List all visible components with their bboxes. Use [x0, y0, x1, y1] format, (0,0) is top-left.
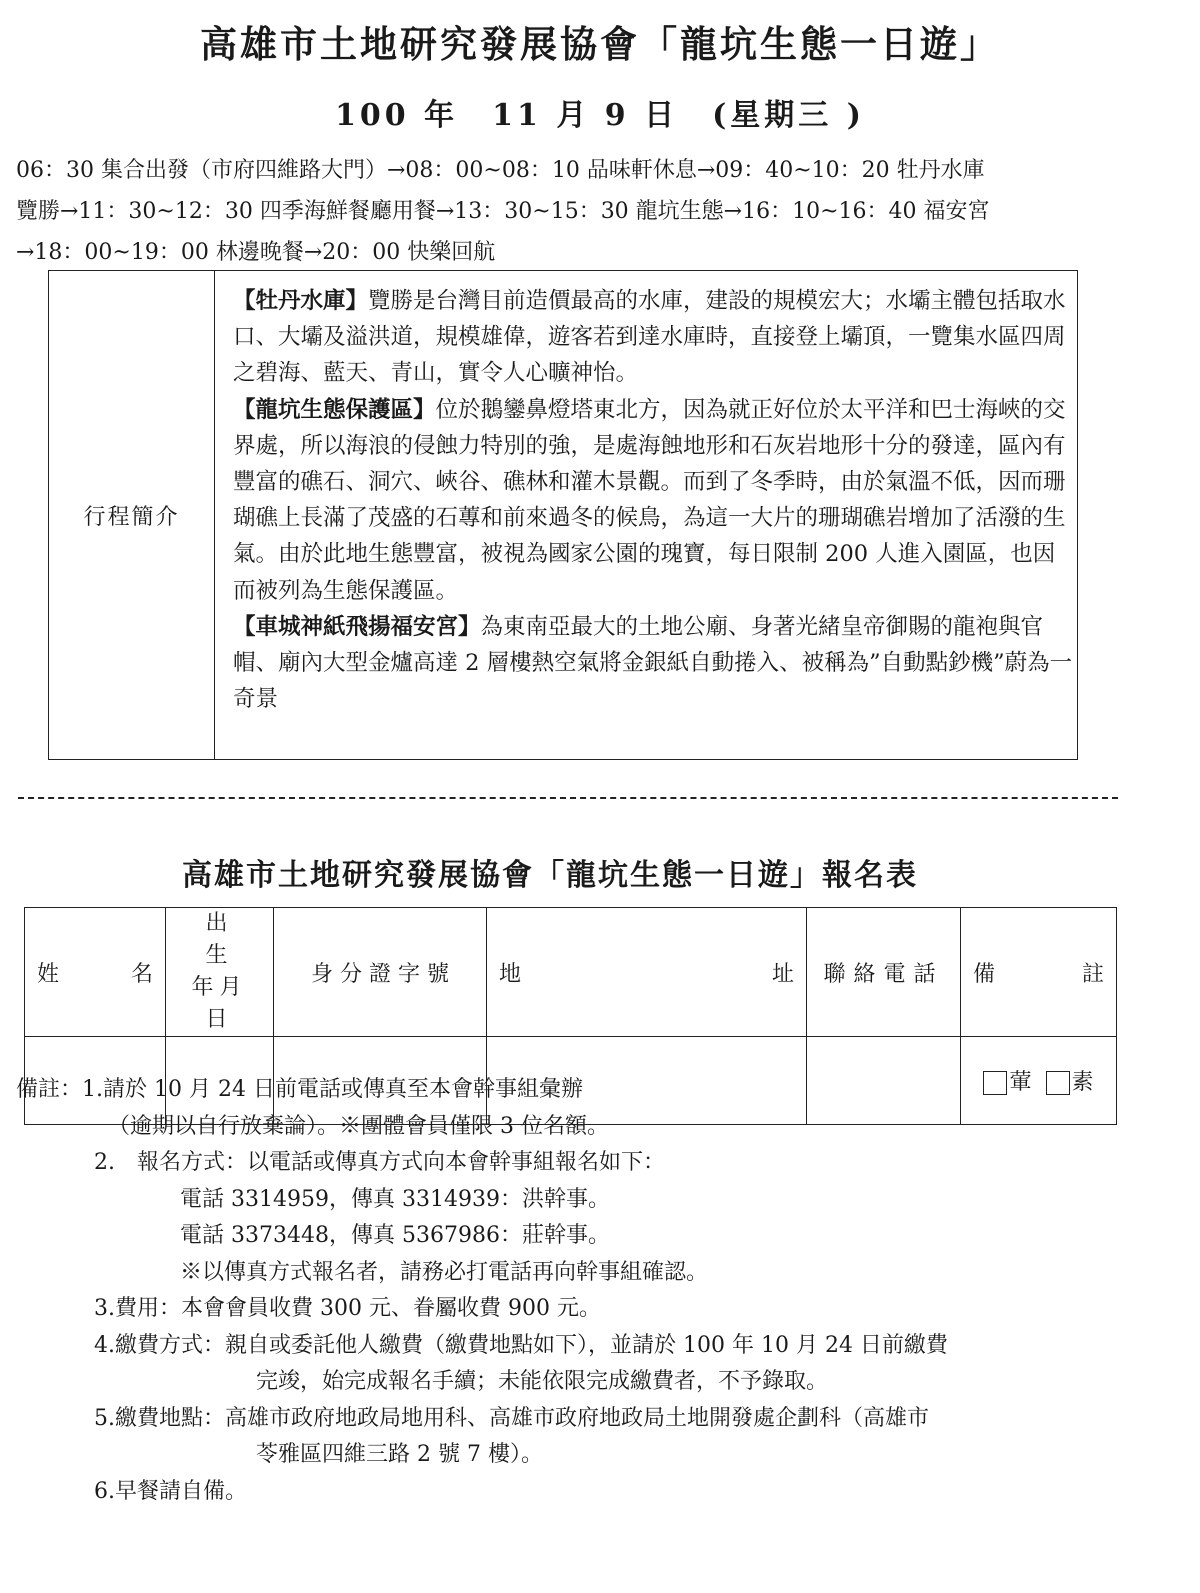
section-heading: 【龍坑生態保護區】	[233, 396, 436, 423]
header-address: 地 址	[487, 908, 807, 1037]
note-2-contact-zhuang: 電話 3373448，傳真 5367986：莊幹事。	[180, 1223, 610, 1248]
header-birthdate: 出 生 年月日	[166, 908, 274, 1037]
intro-section-fuan-temple	[233, 609, 1073, 718]
intro-label: 行程簡介	[49, 271, 215, 759]
notes-label: 備註：	[16, 1077, 83, 1102]
header-name: 姓 名	[25, 908, 166, 1037]
section-text: 位於鵝鑾鼻燈塔東北方，因為就正好位於太平洋和巴士海峽的交界處，所以海浪的侵蝕力特別的強，是處海蝕地形和石灰岩地形十分的發達，區內有豐富的礁石、洞穴、峽谷、礁林和灌木景觀。而到了冬季時，由於氣溫不低，因而珊瑚礁上長滿了茂盛的石蓴和前來過冬的候鳥，為這一大片的珊瑚礁岩增加了活潑的生氣。由於此地生態豐富，被視為國家公園的瑰寶，每日限制 200 人進入園區，也因而被列為生態保護區。	[233, 396, 1066, 604]
meat-option[interactable]: 葷	[983, 1065, 1031, 1096]
cut-line-divider	[18, 797, 1118, 799]
form-title: 高雄市土地研究發展協會「龍坑生態一日遊」報名表	[182, 858, 918, 893]
note-2-confirm: ※以傳真方式報名者，請務必打電話再向幹事組確認。	[180, 1259, 709, 1285]
note-1: 備註：1.請於 10 月 24 日前電話或傳真至本會幹事組彙辦	[16, 1077, 583, 1102]
header-remarks: 備 註	[961, 908, 1117, 1037]
note-6: 6.早餐請自備。	[94, 1478, 247, 1504]
note-1-cont: （逾期以自行放棄論）。※團體會員僅限 3 位名額。	[108, 1113, 609, 1139]
section-heading: 【牡丹水庫】	[233, 288, 369, 314]
section-text: 為東南亞最大的土地公廟、身著光緒皇帝御賜的龍袍與官帽、廟內大型金爐高達 2 層樓熱空氣將金銀紙自動捲入、被稱為”自動點鈔機”蔚為一奇景	[233, 613, 1073, 713]
route-line: →18：00~19：00 林邊晚餐→20：00 快樂回航	[16, 240, 496, 265]
header-phone: 聯絡電話	[807, 908, 961, 1037]
itinerary-route	[16, 150, 1156, 273]
note-5-cont: 苓雅區四維三路 2 號 7 樓）。	[256, 1442, 543, 1467]
section-text: 覽勝是台灣目前造價最高的水庫，建設的規模宏大；水壩主體包括取水口、大壩及溢洪道，規模雄偉，遊客若到達水庫時，直接登上壩頂，一覽集水區四周之碧海、藍天、青山，實令人心曠神怡。	[233, 288, 1066, 387]
itinerary-intro-table	[48, 270, 1078, 760]
document-title: 高雄市土地研究發展協會「龍坑生態一日遊」	[200, 23, 1000, 66]
intro-body	[233, 283, 1073, 717]
header-id-number: 身 分 證 字 號	[274, 908, 487, 1037]
vegetarian-option[interactable]: 素	[1046, 1065, 1094, 1096]
intro-section-mudan	[233, 283, 1073, 392]
intro-section-longkeng	[233, 392, 1073, 609]
note-2: 2. 報名方式：以電話或傳真方式向本會幹事組報名如下：	[94, 1150, 665, 1175]
event-date: 100 年 11 月 9 日 (星期三 )	[335, 98, 865, 133]
route-line: 覽勝→11：30~12：30 四季海鮮餐廳用餐→13：30~15：30 龍坑生態→16：10~16：40 福安宮	[16, 199, 990, 224]
route-line: 06：30 集合出發（市府四維路大門）→08：00~08：10 品味軒休息→09：40~10：20 牡丹水庫	[16, 158, 985, 183]
note-4: 4.繳費方式：親自或委託他人繳費（繳費地點如下），並請於 100 年 10 月 24 日前繳費	[94, 1332, 948, 1358]
note-2-contact-hong: 電話 3314959，傳真 3314939：洪幹事。	[180, 1186, 610, 1212]
note-5: 5.繳費地點：高雄市政府地政局地用科、高雄市政府地政局土地開發處企劃科（高雄市	[94, 1405, 929, 1431]
remarks-notes	[16, 1072, 1166, 1510]
section-heading: 【車城神紙飛揚福安宮】	[233, 613, 481, 640]
note-4-cont: 完竣，始完成報名手續；未能依限完成繳費者，不予錄取。	[256, 1369, 829, 1394]
note-3: 3.費用：本會會員收費 300 元、眷屬收費 900 元。	[94, 1296, 601, 1321]
